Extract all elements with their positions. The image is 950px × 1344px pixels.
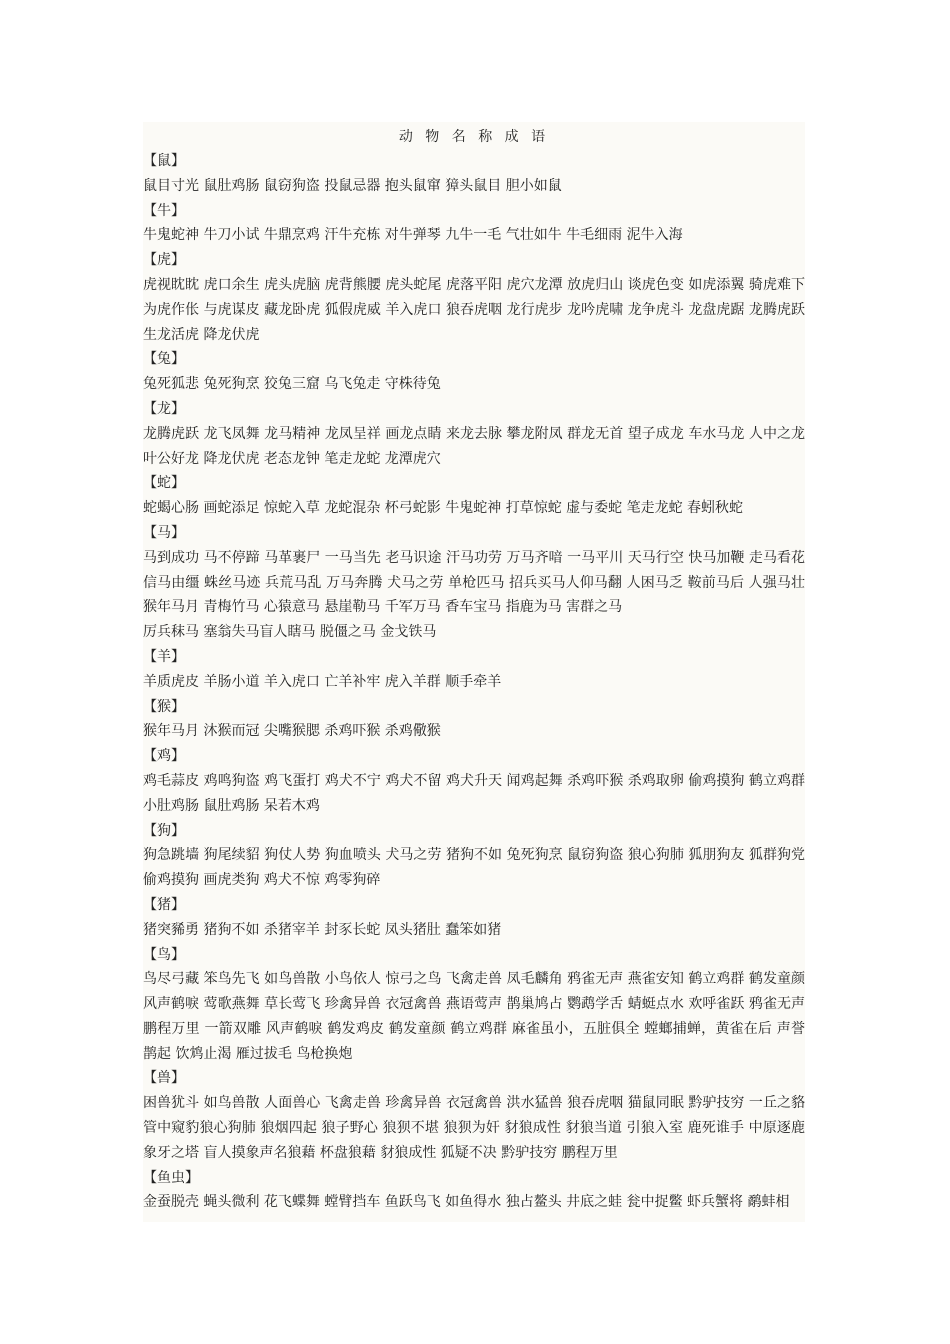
idiom-list: 鸟尽弓藏 笨鸟先飞 如鸟兽散 小鸟依人 惊弓之鸟 飞禽走兽 凤毛麟角 鸦雀无声 燕雀安知 鹤立鸡群 鹤发童颜 风声鹤唳 莺歌燕舞 草长莺飞 珍禽异兽 衣冠禽兽 燕语莺声 鹊巢鸠占 鹦鹉学舌 蜻蜓点水 欢呼雀跃 鸦雀无声 鹏程万里 一箭双雕 风声鹤唳 鹤发鸡皮 鹤发童颜 鹤立鸡群 麻雀虽小，五脏俱全 螳螂捕蝉，黄雀在后 声誉鹊起 饮鸩止渴 雁过拔毛 鸟枪换炮	[143, 971, 805, 1062]
section-block	[143, 248, 805, 347]
section-block	[143, 744, 805, 818]
section-block	[143, 199, 805, 249]
section-block	[143, 819, 805, 893]
idiom-list: 鸡毛蒜皮 鸡鸣狗盗 鸡飞蛋打 鸡犬不宁 鸡犬不留 鸡犬升天 闻鸡起舞 杀鸡吓猴 杀鸡取卵 偷鸡摸狗 鹤立鸡群 小肚鸡肠 鼠肚鸡肠 呆若木鸡	[143, 772, 805, 814]
section-block	[143, 471, 805, 521]
section-block	[143, 347, 805, 397]
section-heading: 【虎】	[143, 252, 185, 269]
section-heading: 【蛇】	[143, 475, 185, 492]
idiom-list: 猪突豨勇 猪狗不如 杀猪宰羊 封豕长蛇 凤头猪肚 蠢笨如猪	[143, 921, 502, 938]
section-heading: 【兽】	[143, 1070, 185, 1087]
idiom-list: 马到成功 马不停蹄 马革裹尸 一马当先 老马识途 汗马功劳 万马齐喑 一马平川 天马行空 快马加鞭 走马看花 信马由缰 蛛丝马迹 兵荒马乱 万马奔腾 犬马之劳 单枪匹马 招兵买马人仰马翻 人困马乏 鞍前马后 人强马壮 猴年马月 青梅竹马 心猿意马 悬崖勒马 千军万马 香车宝马 指鹿为马 害群之马	[143, 549, 805, 616]
section-block	[143, 397, 805, 471]
section-heading: 【鱼虫】	[143, 1169, 199, 1186]
section-heading: 【羊】	[143, 648, 185, 665]
idiom-list: 虎视眈眈 虎口余生 虎头虎脑 虎背熊腰 虎头蛇尾 虎落平阳 虎穴龙潭 放虎归山 谈虎色变 如虎添翼 骑虎难下 为虎作伥 与虎谋皮 藏龙卧虎 狐假虎威 羊入虎口 狼吞虎咽 龙行虎步 龙吟虎啸 龙争虎斗 龙盘虎踞 龙腾虎跃 生龙活虎 降龙伏虎	[143, 276, 805, 343]
document-title: 动 物 名 称 成 语	[398, 129, 550, 145]
idiom-list: 蛇蝎心肠 画蛇添足 惊蛇入草 龙蛇混杂 杯弓蛇影 牛鬼蛇神 打草惊蛇 虚与委蛇 笔走龙蛇 春蚓秋蛇	[143, 500, 744, 517]
idiom-list: 厉兵秣马 塞翁失马盲人瞎马 脱僵之马 金戈铁马	[143, 624, 437, 641]
section-heading: 【鸡】	[143, 748, 185, 765]
section-block	[143, 1166, 805, 1216]
section-block	[143, 695, 805, 745]
idiom-list: 龙腾虎跃 龙飞凤舞 龙马精神 龙凤呈祥 画龙点睛 来龙去脉 攀龙附凤 群龙无首 望子成龙 车水马龙 人中之龙 叶公好龙 降龙伏虎 老态龙钟 笔走龙蛇 龙潭虎穴	[143, 425, 805, 467]
document-page	[143, 122, 805, 1222]
section-block	[143, 645, 805, 695]
section-heading: 【鸟】	[143, 946, 185, 963]
idiom-list: 牛鬼蛇神 牛刀小试 牛鼎烹鸡 汗牛充栋 对牛弹琴 九牛一毛 气壮如牛 牛毛细雨 泥牛入海	[143, 227, 683, 244]
section-block	[143, 1066, 805, 1165]
section-block	[143, 149, 805, 199]
section-heading: 【猴】	[143, 698, 185, 715]
idiom-list: 羊质虎皮 羊肠小道 羊入虎口 亡羊补牢 虎入羊群 顺手牵羊	[143, 673, 502, 690]
sections-container	[143, 149, 805, 1215]
idiom-list: 猴年马月 沐猴而冠 尖嘴猴腮 杀鸡吓猴 杀鸡儆猴	[143, 723, 441, 740]
section-heading: 【牛】	[143, 202, 185, 219]
idiom-list: 困兽犹斗 如鸟兽散 人面兽心 飞禽走兽 珍禽异兽 衣冠禽兽 洪水猛兽 狼吞虎咽 猫鼠同眠 黔驴技穷 一丘之貉 管中窥豹狼心狗肺 狼烟四起 狼子野心 狼狈不堪 狼狈为奸 豺狼成性 豺狼当道 引狼入室 鹿死谁手 中原逐鹿 象牙之塔 盲人摸象声名狼藉 杯盘狼藉 豺狼成性 狐疑不决 黔驴技穷 鹏程万里	[143, 1095, 805, 1161]
section-block	[143, 521, 805, 645]
idiom-list: 狗急跳墙 狗尾续貂 狗仗人势 狗血喷头 犬马之劳 猪狗不如 兔死狗烹 鼠窃狗盗 狼心狗肺 狐朋狗友 狐群狗党 偷鸡摸狗 画虎类狗 鸡犬不惊 鸡零狗碎	[143, 847, 805, 889]
idiom-list: 鼠目寸光 鼠肚鸡肠 鼠窃狗盗 投鼠忌器 抱头鼠窜 獐头鼠目 胆小如鼠	[143, 177, 562, 194]
idiom-list: 金蚕脱壳 蝇头微利 花飞蝶舞 螳臂挡车 鱼跃鸟飞 如鱼得水 独占鳌头 井底之蛙 瓮中捉鳖 虾兵蟹将 鹬蚌相	[143, 1194, 790, 1211]
section-block	[143, 943, 805, 1067]
section-heading: 【鼠】	[143, 153, 185, 169]
section-heading: 【猪】	[143, 896, 185, 913]
section-heading: 【龙】	[143, 400, 185, 417]
section-block	[143, 893, 805, 943]
idiom-list: 兔死狐悲 兔死狗烹 狡兔三窟 乌飞兔走 守株待兔	[143, 376, 441, 393]
section-heading: 【狗】	[143, 822, 185, 839]
section-heading: 【马】	[143, 524, 185, 541]
section-heading: 【兔】	[143, 351, 185, 368]
